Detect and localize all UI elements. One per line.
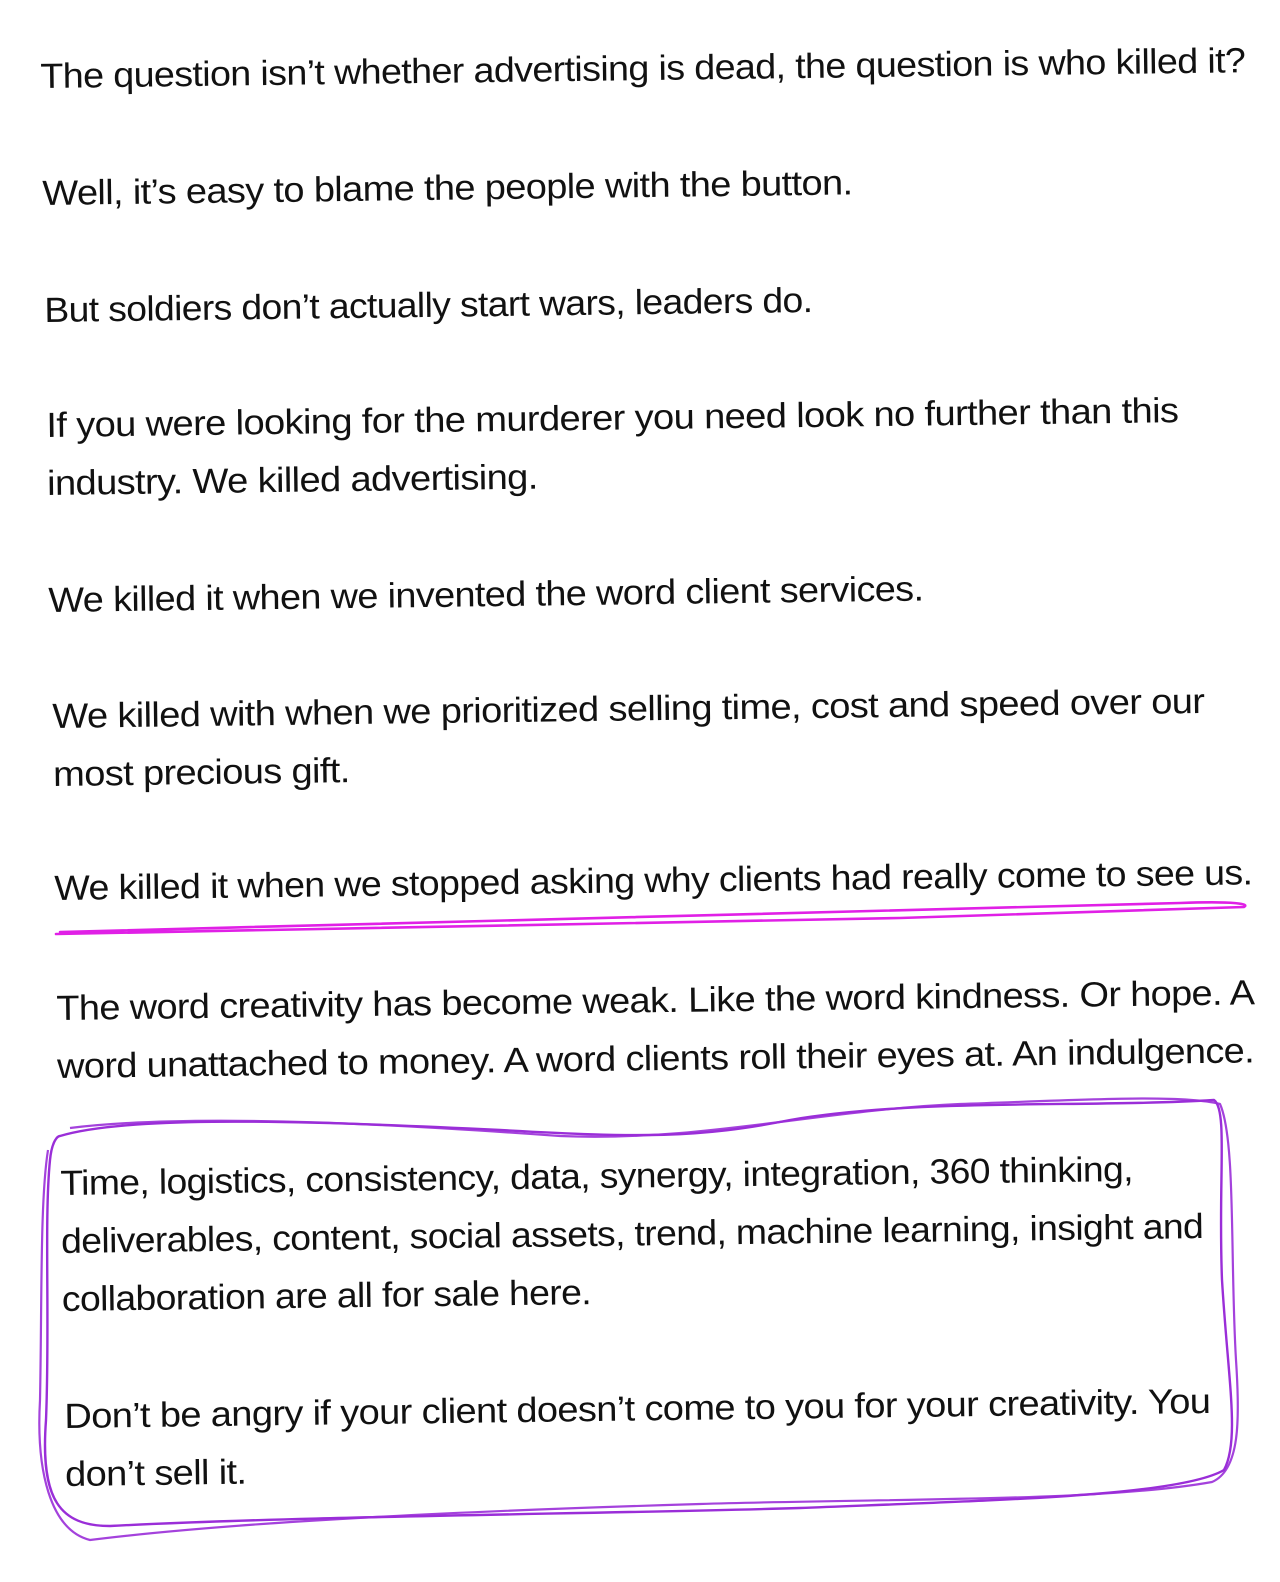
text-line: word unattached to money. A word clients roll their eyes at. An indulgence. [56, 1031, 1255, 1086]
text-line: We killed with when we prioritized selling time, cost and speed over our [52, 681, 1205, 736]
text-line: Time, logistics, consistency, data, synergy, integration, 360 thinking, [60, 1149, 1134, 1203]
text-line: don’t sell it. [64, 1452, 247, 1494]
text-line: If you were looking for the murderer you need look no further than this [46, 391, 1179, 445]
text-line: But soldiers don’t actually start wars, leaders do. [44, 280, 813, 330]
paragraph-stopped-asking [54, 844, 1253, 918]
paragraph-for-sale [60, 1140, 1204, 1329]
text-line: deliverables, content, social assets, trend, machine learning, insight and [60, 1207, 1204, 1261]
text-line: The question isn’t whether advertising is dead, the question is who killed it? [40, 41, 1246, 96]
paragraph-prioritized [52, 673, 1205, 804]
text-line: We killed it when we stopped asking why clients had really come to see us. [54, 853, 1253, 908]
paragraph-dont-be-angry [64, 1373, 1211, 1504]
text-line: We killed it when we invented the word client services. [48, 569, 924, 620]
paragraph-client-services [48, 561, 924, 630]
text-line: collaboration are all for sale here. [61, 1273, 592, 1319]
text-line: Well, it’s easy to blame the people with the button. [42, 163, 853, 213]
text-line: The word creativity has become weak. Like the word kindness. Or hope. A [56, 973, 1255, 1028]
text-line: most precious gift. [52, 751, 350, 794]
paragraph-soldiers [44, 272, 813, 340]
paragraph-question [40, 32, 1246, 106]
paragraph-creativity-weak [56, 964, 1255, 1096]
paragraph-blame [42, 154, 853, 223]
paragraph-murderer [46, 382, 1179, 513]
text-line: Don’t be angry if your client doesn’t come to you for your creativity. You [64, 1381, 1211, 1436]
text-line: industry. We killed advertising. [46, 457, 538, 503]
